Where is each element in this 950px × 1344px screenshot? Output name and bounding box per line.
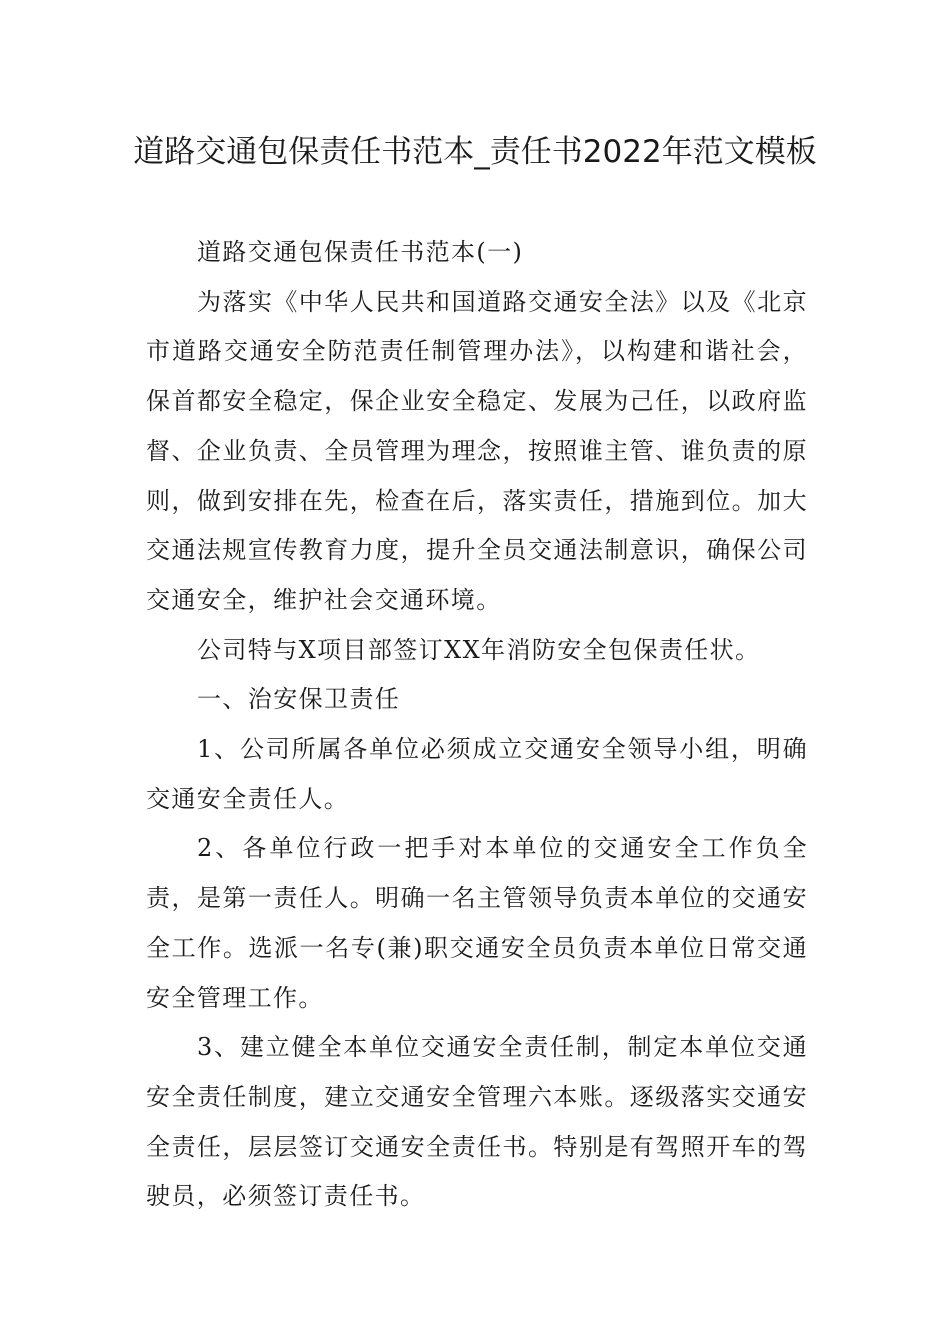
clause-2: 2、各单位行政一把手对本单位的交通安全工作负全责，是第一责任人。明确一名主管领导负责本单位的交通安全工作。选派一名专(兼)职交通安全员负责本单位日常交通安全管理工作。 [146, 834, 808, 1012]
subsection-heading: 一、治安保卫责任 [197, 685, 401, 714]
clause-3: 3、建立健全本单位交通安全责任制，制定本单位交通安全责任制度，建立交通安全管理六本账。逐级落实交通安全责任，层层签订交通安全责任书。特别是有驾照开车的驾驶员，必须签订责任书。 [146, 1033, 808, 1211]
intro-paragraph: 为落实《中华人民共和国道路交通安全法》以及《北京市道路交通安全防范责任制管理办法》，以构建和谐社会，保首都安全稳定，保企业安全稳定、发展为己任，以政府监督、企业负责、全员管理为理念，按照谁主管、谁负责的原则，做到安排在先，检查在后，落实责任，措施到位。加大交通法规宣传教育力度，提升全员交通法制意识，确保公司交通安全，维护社会交通环境。 [146, 287, 808, 614]
clause-1: 1、公司所属各单位必须成立交通安全领导小组，明确交通安全责任人。 [146, 735, 808, 813]
document-title: 道路交通包保责任书范本_责任书2022年范文模板 [133, 134, 817, 170]
agreement-paragraph: 公司特与X项目部签订XX年消防安全包保责任状。 [197, 635, 761, 664]
document-body [146, 228, 808, 1222]
section-heading: 道路交通包保责任书范本(一) [197, 238, 524, 266]
